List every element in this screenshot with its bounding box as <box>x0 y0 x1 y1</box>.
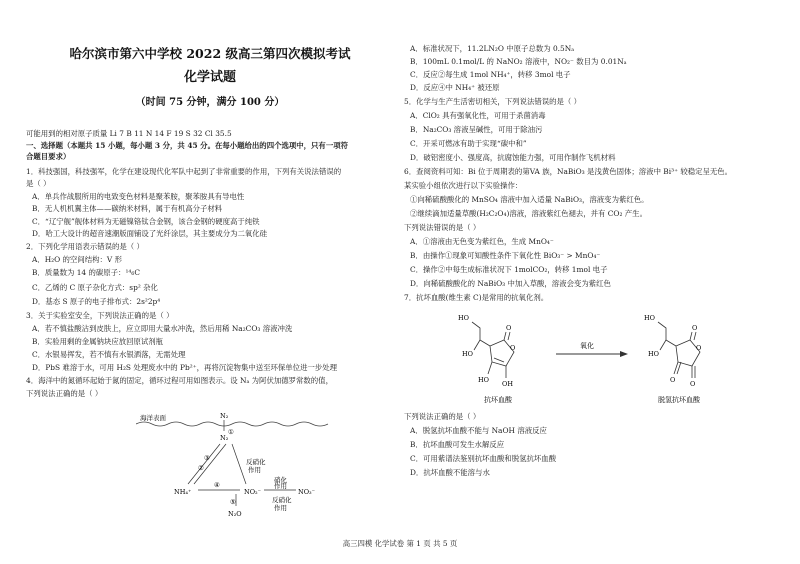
q6-ask: 下列说法错误的是（ ） <box>404 223 481 232</box>
nitr-label: 硝化 <box>274 476 287 484</box>
step-3-label: ③ <box>204 454 210 462</box>
q6-stem: 6．查阅资料可知：Bi 位于周期表的第VA 族，NaBiO₃ 是浅黄色固体；溶液中 Bi³⁺ 较稳定呈无色。 <box>404 167 733 176</box>
right-keto-o-2: O <box>690 380 696 388</box>
q3-stem: 3．关于实验室安全，下列说法正确的是（ ） <box>26 311 174 320</box>
q3-option-d: D．PbS 难溶于水，可用 H₂S 处理废水中的 Pb²⁺，再将沉淀物集中送至环保单位进一步处理 <box>32 363 338 372</box>
q1-option-c: C．“辽宁舰”舰体材料为无磁镍铬钛合金钢，该合金钢的硬度高于纯铁 <box>32 217 260 226</box>
atomic-masses: 可能用到的相对原子质量 Li 7 B 11 N 14 F 19 S 32 Cl 35.5 <box>26 129 232 138</box>
section1-heading-cont: 合题目要求） <box>26 152 71 161</box>
q6-option-d: D．向稀硫酸酸化的 NaBiO₃ 中加入草酸，溶液会变为紫红色 <box>410 279 611 288</box>
q1-option-b: B．无人机机翼主体——碳纳米材料，属于有机高分子材料 <box>32 204 223 213</box>
q7-ask: 下列说法正确的是（ ） <box>404 412 481 421</box>
q1-option-a: A．单兵作战服所用的电致变色材料是聚苯胺，聚苯胺具有导电性 <box>32 192 245 201</box>
exam-subject: 化学试题 <box>183 70 236 85</box>
step-2-label: ② <box>198 464 204 472</box>
q7-option-a: A．脱氢抗坏血酸不能与 NaOH 溶液反应 <box>410 426 547 435</box>
q2-option-d: D．基态 S 原子的电子排布式：2s²2p⁴ <box>32 297 161 306</box>
left-ho-bottom: HO <box>478 376 489 384</box>
denit-top-label-2: 作用 <box>248 466 261 474</box>
q2-option-b: B．质量数为 14 的碳原子：¹⁴₆C <box>32 268 140 277</box>
section1-heading: 一、选择题（本题共 15 小题，每小题 3 分，共 45 分。在每小题给出的四个选项中，只有一项符 <box>26 141 348 150</box>
q5-option-a: A．ClO₂ 具有强氧化性，可用于杀菌消毒 <box>410 111 546 120</box>
q7-option-b: B．抗坏血酸可发生水解反应 <box>410 440 505 449</box>
exam-title: 哈尔滨市第六中学校 2022 级高三第四次模拟考试 <box>69 46 351 61</box>
oxidation-arrow-head <box>620 351 628 357</box>
q4-option-d: D．反应④中 NH₄⁺ 被还原 <box>410 83 500 92</box>
left-oh-bottom: OH <box>502 380 513 388</box>
left-ho-mid: HO <box>462 350 473 358</box>
q6-stem-cont: 某实验小组依次进行以下实验操作： <box>404 181 523 190</box>
q3-option-b: B．实验用剩的金属钠块应放回原试剂瓶 <box>32 337 164 346</box>
n2o-label: N₂O <box>228 510 242 518</box>
q6-operation-1: ①向稀硫酸酸化的 MnSO₄ 溶液中加入适量 NaBiO₃，溶液变为紫红色。 <box>410 195 649 204</box>
sea-surface-label: 海洋表面 <box>140 414 166 422</box>
q2-stem: 2．下列化学用语表示错误的是（ ） <box>26 242 144 251</box>
page-footer: 高三四模 化学试卷 第 1 页 共 5 页 <box>342 539 458 548</box>
left-carbonyl-o: O <box>506 324 512 332</box>
oxidation-label: 氧化 <box>580 342 594 350</box>
exam-time-score: （时间 75 分钟，满分 100 分） <box>135 97 285 108</box>
right-carbonyl-o: O <box>692 324 698 332</box>
left-ho-top: HO <box>458 314 469 322</box>
nitrogen-cycle-diagram <box>136 410 336 522</box>
q6-option-b: B．由操作①现象可知酸性条件下氧化性 BiO₃⁻ > MnO₄⁻ <box>410 251 601 260</box>
right-ho-top: HO <box>644 314 655 322</box>
q4-stem-cont: 下列说法正确的是（ ） <box>26 389 103 398</box>
q4-option-a: A．标准状况下，11.2LN₂O 中原子总数为 0.5Nₐ <box>410 44 575 53</box>
q2-option-a: A．H₂O 的空间结构：V 形 <box>32 255 122 264</box>
n2-label-lower: N₂ <box>220 434 229 442</box>
q4-stem: 4．海洋中的氮循环起始于氮的固定，循环过程可用如图表示。设 Nₐ 为阿伏加德罗常数的值， <box>26 376 333 385</box>
q6-option-c: C．操作②中每生成标准状况下 1molCO₂，转移 1mol 电子 <box>410 265 608 274</box>
nh4-label: NH₄⁺ <box>174 488 192 496</box>
q1-stem: 1．科技强国，科技强军，化学在建设现代化军队中起到了非常重要的作用，下列有关说法错误的 <box>26 167 342 176</box>
diag-arrow-line-3 <box>232 444 246 484</box>
right-ring-o: O <box>696 344 702 352</box>
ascorbic-acid-oxidation-diagram <box>444 306 744 408</box>
q4-option-b: B．100mL 0.1mol/L 的 NaNO₂ 溶液中，NO₂⁻ 数目为 0.01Nₐ <box>410 57 627 66</box>
q7-option-d: D．抗坏血酸不能溶与水 <box>410 468 490 477</box>
q5-option-d: D．破铝密度小、强度高，抗腐蚀能力强，可用作制作飞机材料 <box>410 153 616 162</box>
q5-stem: 5．化学与生产生活密切相关，下列说法错误的是（ ） <box>404 97 582 106</box>
denit-bottom-label: 反硝化 <box>272 496 292 504</box>
n2-label: N₂ <box>220 412 229 420</box>
q7-option-c: C．可用紫谱法鉴别抗坏血酸和脱氢抗坏血酸 <box>410 454 557 463</box>
q2-option-c: C．乙烯的 C 原子杂化方式：sp² 杂化 <box>32 283 158 292</box>
right-molecule-name: 脱氢抗坏血酸 <box>658 396 700 404</box>
step-4-label: ④ <box>214 481 220 489</box>
no2-label: NO₂⁻ <box>244 488 262 496</box>
right-ho-mid: HO <box>648 350 659 358</box>
q3-option-a: A．若不慎盐酸沾到皮肤上，应立即用大量水冲洗，然后用稀 Na₂CO₃ 溶液冲洗 <box>32 324 293 333</box>
q6-option-a: A．①溶液由无色变为紫红色，生成 MnO₄⁻ <box>410 237 554 246</box>
step-1-label: ① <box>228 428 234 436</box>
step-5-label: ⑤ <box>230 498 236 506</box>
diag-arrow-line-1 <box>188 444 220 484</box>
sea-surface-line <box>136 422 328 426</box>
q5-option-c: C．开采可燃冰有助于实现“碳中和” <box>410 139 527 148</box>
q1-option-d: D．哈工大设计的超音速潮版面铺设了光纤涂层，其主要成分为二氧化硅 <box>32 229 268 238</box>
q3-option-c: C．水银易挥发，若不慎有水银洒落，无需处理 <box>32 350 186 359</box>
left-molecule-name: 抗坏血酸 <box>484 396 512 404</box>
denit-top-label: 反硝化 <box>246 458 266 466</box>
q7-stem: 7．抗坏血酸(维生素 C)是常用的抗氧化剂。 <box>404 293 549 302</box>
q4-option-c: C．反应②每生成 1mol NH₄⁺，转移 3mol 电子 <box>410 70 571 79</box>
left-ring-o: O <box>510 344 516 352</box>
right-keto-o-1: O <box>670 376 676 384</box>
denit-bottom-label-2: 作用 <box>274 504 287 512</box>
nitr-label-2: 作用 <box>274 482 287 490</box>
no3-label: NO₃⁻ <box>298 488 316 496</box>
q5-option-b: B．Na₂CO₃ 溶液呈碱性，可用于除油污 <box>410 125 543 134</box>
q6-operation-2: ②继续滴加适量草酸(H₂C₂O₄)溶液，溶液紫红色褪去，并有 CO₂ 产生。 <box>410 209 647 218</box>
q1-stem-cont: 是（ ） <box>26 179 51 188</box>
